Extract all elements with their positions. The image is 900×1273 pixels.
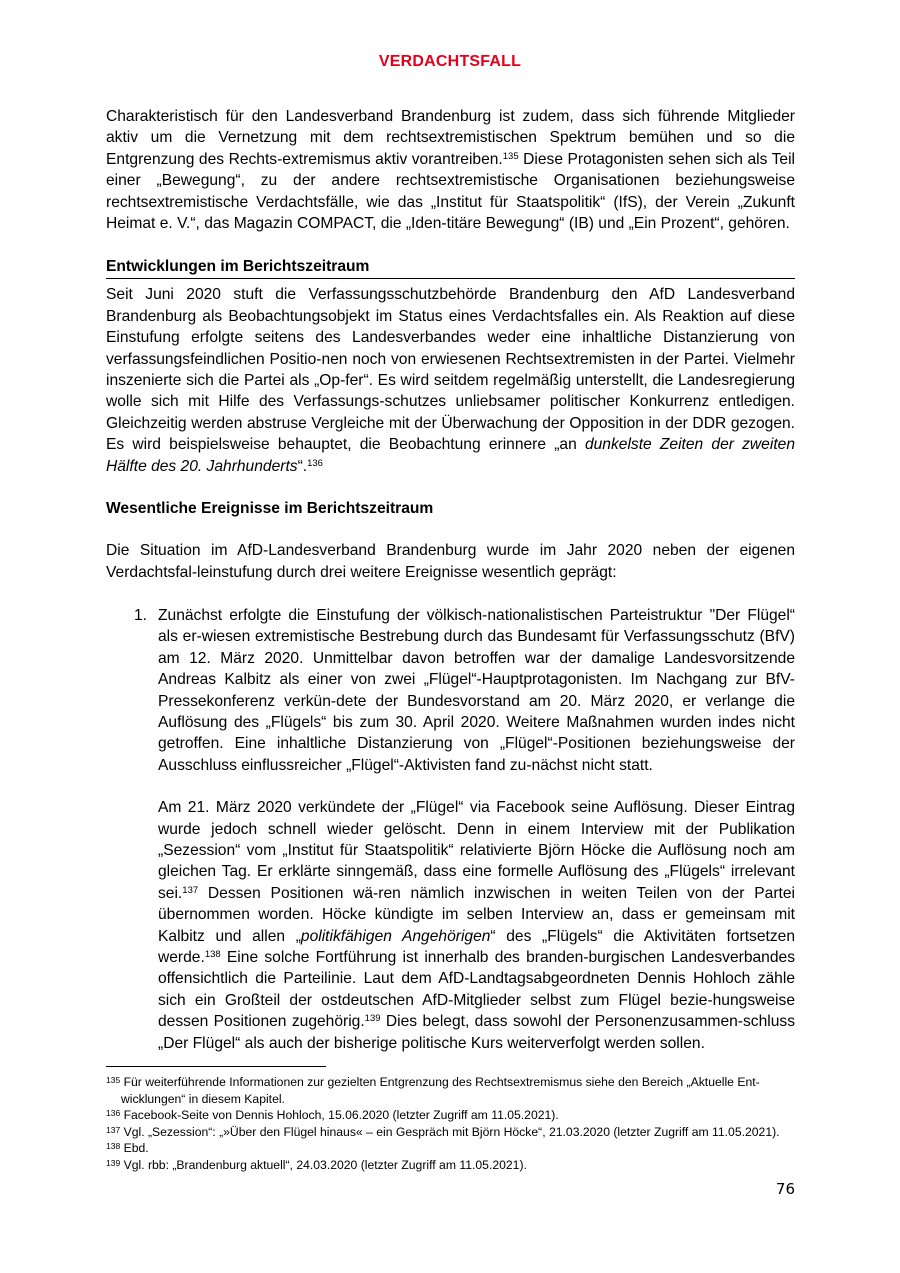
- developments-paragraph: [106, 284, 795, 477]
- developments-quote: dunkelste Zeiten der zweiten Hälfte des 20. Jahrhunderts: [106, 436, 795, 475]
- footnote-text: Vgl. „Sezession“: „»Über den Flügel hinaus« – ein Gespräch mit Björn Höcke“, 21.03.2020 (letzter Zugriff am 11.05.2021).: [120, 1124, 780, 1139]
- footnote-ref-137[interactable]: 137: [182, 884, 199, 896]
- section-heading-events: Wesentliche Ereignisse im Berichtszeitraum: [106, 500, 434, 518]
- page-header-title: VERDACHTSFALL: [378, 53, 522, 70]
- footnote-text: Für weiterführende Informationen zur gezielten Entgrenzung des Rechtsextremismus siehe den Bereich „Aktuelle Ent-: [120, 1075, 760, 1089]
- footnote-text-continued: wicklungen“ in diesem Kapitel.: [121, 1091, 285, 1106]
- events-intro-paragraph: Die Situation im AfD-Landesverband Brandenburg wurde im Jahr 2020 neben der eigenen Verdachtsfal-leinstufung durch drei weitere Ereignisse wesentlich geprägt:: [106, 542, 795, 581]
- list-item-number: 1.: [134, 606, 148, 624]
- developments-text-a: Seit Juni 2020 stuft die Verfassungsschutzbehörde Brandenburg den AfD Landesverband Brandenburg als Beobachtungsobjekt im Status eines Verdachtsfalles ein. Als Reaktion auf diese Einstufung erfolgte seitens des Landesverbandes weder eine inhaltliche Distanzierung von verfassungsfeindlichen Positio-nen noch von erwiesenen Rechtsextremisten in der Partei. Vielmehr inszenierte sich die Partei als „Op-fer“. Es wird seitdem regelmäßig unterstellt, die Landesregierung wolle sich mit Hilfe des Verfassungs-schutzes unliebsamer politischer Konkurrenz entledigen. Gleichzeitig werden abstruse Vergleiche mit der Überwachung der Opposition in der DDR gezogen. Es wird beispielsweise behauptet, die Beobachtung erinnere „an: [106, 286, 795, 454]
- event-continuation: [106, 797, 795, 1054]
- continuation-text-c: “ des „Flügels“ die Aktivitäten fortsetzen werde.: [158, 927, 795, 966]
- footnote-divider: [106, 1066, 326, 1067]
- developments-text-b: “.: [297, 457, 308, 475]
- section-heading-developments: Entwicklungen im Berichtszeitraum: [106, 256, 795, 279]
- footnote-135: [106, 1074, 795, 1107]
- footnote-number: 139: [106, 1157, 121, 1168]
- footnote-text: Ebd.: [120, 1141, 149, 1155]
- footnote-138: [106, 1140, 795, 1157]
- intro-text-b: Diese Protagonisten sehen sich als Teil einer „Bewegung“, zu der andere rechtsextremistische Organisationen beziehungsweise rechtsextremistische Verdachtsfälle, wie das „Institut für Staatspolitik“ (IfS), der Verein „Zukunft Heimat e. V.“, das Magazin COMPACT, die „Iden-titäre Bewegung“ (IB) und „Ein Prozent“, gehören.: [106, 150, 795, 233]
- intro-paragraph: [106, 106, 795, 234]
- footnote-ref-138[interactable]: 138: [204, 949, 221, 960]
- footnote-number: 136: [106, 1108, 121, 1118]
- continuation-text-a: Am 21. März 2020 verkündete der „Flügel“ via Facebook seine Auflösung. Dieser Eintrag wurde jedoch schnell wieder gelöscht. Denn in einem Interview mit der Publikation „Sezession“ vom „Institut für Staatspolitik“ relativierte Björn Höcke die Auflösung noch am gleichen Tag. Er erklärte sinngemäß, dass eine formelle Auflösung des „Flügels“ irrelevant sei.: [158, 799, 795, 902]
- event-list-item-1: [106, 605, 795, 776]
- footnote-ref-135[interactable]: 135: [502, 150, 519, 162]
- footnotes-block: [106, 1074, 795, 1173]
- continuation-quote: politikfähigen Angehörigen: [300, 927, 491, 945]
- continuation-text-e: Dies belegt, dass sowohl der Personenzusammen-schluss „Der Flügel“ als auch der bisherige politische Kurs weiterverfolgt werden sollen.: [158, 1013, 795, 1052]
- intro-text-a: Charakteristisch für den Landesverband Brandenburg ist zudem, dass sich führende Mitglieder aktiv um die Vernetzung mit dem rechtsextremistischen Spektrum bemühen und so die Entgrenzung des Rechts-extremismus aktiv vorantreiben.: [106, 108, 795, 168]
- continuation-text-d: Eine solche Fortführung ist innerhalb des branden-burgischen Landesverbandes offensichtlich die Parteilinie. Laut dem AfD-Landtagsabgeordneten Dennis Hohloch zähle sich ein Großteil der ostdeutschen AfD-Mitglieder selbst zum Flügel bezie-hungsweise dessen Positionen zugehörig.: [158, 949, 795, 1031]
- footnote-number: 137: [106, 1124, 121, 1135]
- event-continuation-paragraph: [158, 797, 795, 1054]
- continuation-text-b: Dessen Positionen wä-ren nämlich inzwischen in weiten Teilen von der Partei übernommen worden. Höcke kündigte im selben Interview an, dass er gemeinsam mit Kalbitz und allen „: [158, 884, 795, 945]
- footnote-136: [106, 1107, 795, 1124]
- footnote-number: 135: [106, 1075, 121, 1085]
- footnote-ref-139[interactable]: 139: [364, 1013, 381, 1025]
- footnote-137: [106, 1124, 795, 1141]
- footnote-text: Vgl. rbb: „Brandenburg aktuell“, 24.03.2020 (letzter Zugriff am 11.05.2021).: [120, 1157, 527, 1172]
- page-number: 76: [775, 1180, 795, 1198]
- main-content: [106, 106, 795, 1054]
- footnote-text: Facebook-Seite von Dennis Hohloch, 15.06.2020 (letzter Zugriff am 11.05.2021).: [120, 1108, 559, 1122]
- event-item-text: Zunächst erfolgte die Einstufung der völkisch-nationalistischen Parteistruktur "Der Flügel“ als er-wiesen extremistische Bestrebung durch das Bundesamt für Verfassungsschutz (BfV) am 12. März 2020. Unmittelbar davon betroffen war der damalige Landesvorsitzende Andreas Kalbitz als einer von zwei „Flügel“-Hauptprotagonisten. Im Nachgang zur BfV-Pressekonferenz verkün-dete der Bundesvorstand am 20. März 2020, er verlange die Auflösung des „Flügels“ bis zum 30. April 2020. Weitere Maßnahmen wurden indes nicht getroffen. Eine inhaltliche Distanzierung von „Flügel“-Positionen beziehungsweise der Ausschluss einflussreicher „Flügel“-Aktivisten fand zu-nächst nicht statt.: [158, 606, 795, 774]
- footnote-ref-136[interactable]: 136: [307, 457, 323, 469]
- footnote-number: 138: [106, 1141, 121, 1151]
- footnote-139: [106, 1157, 795, 1174]
